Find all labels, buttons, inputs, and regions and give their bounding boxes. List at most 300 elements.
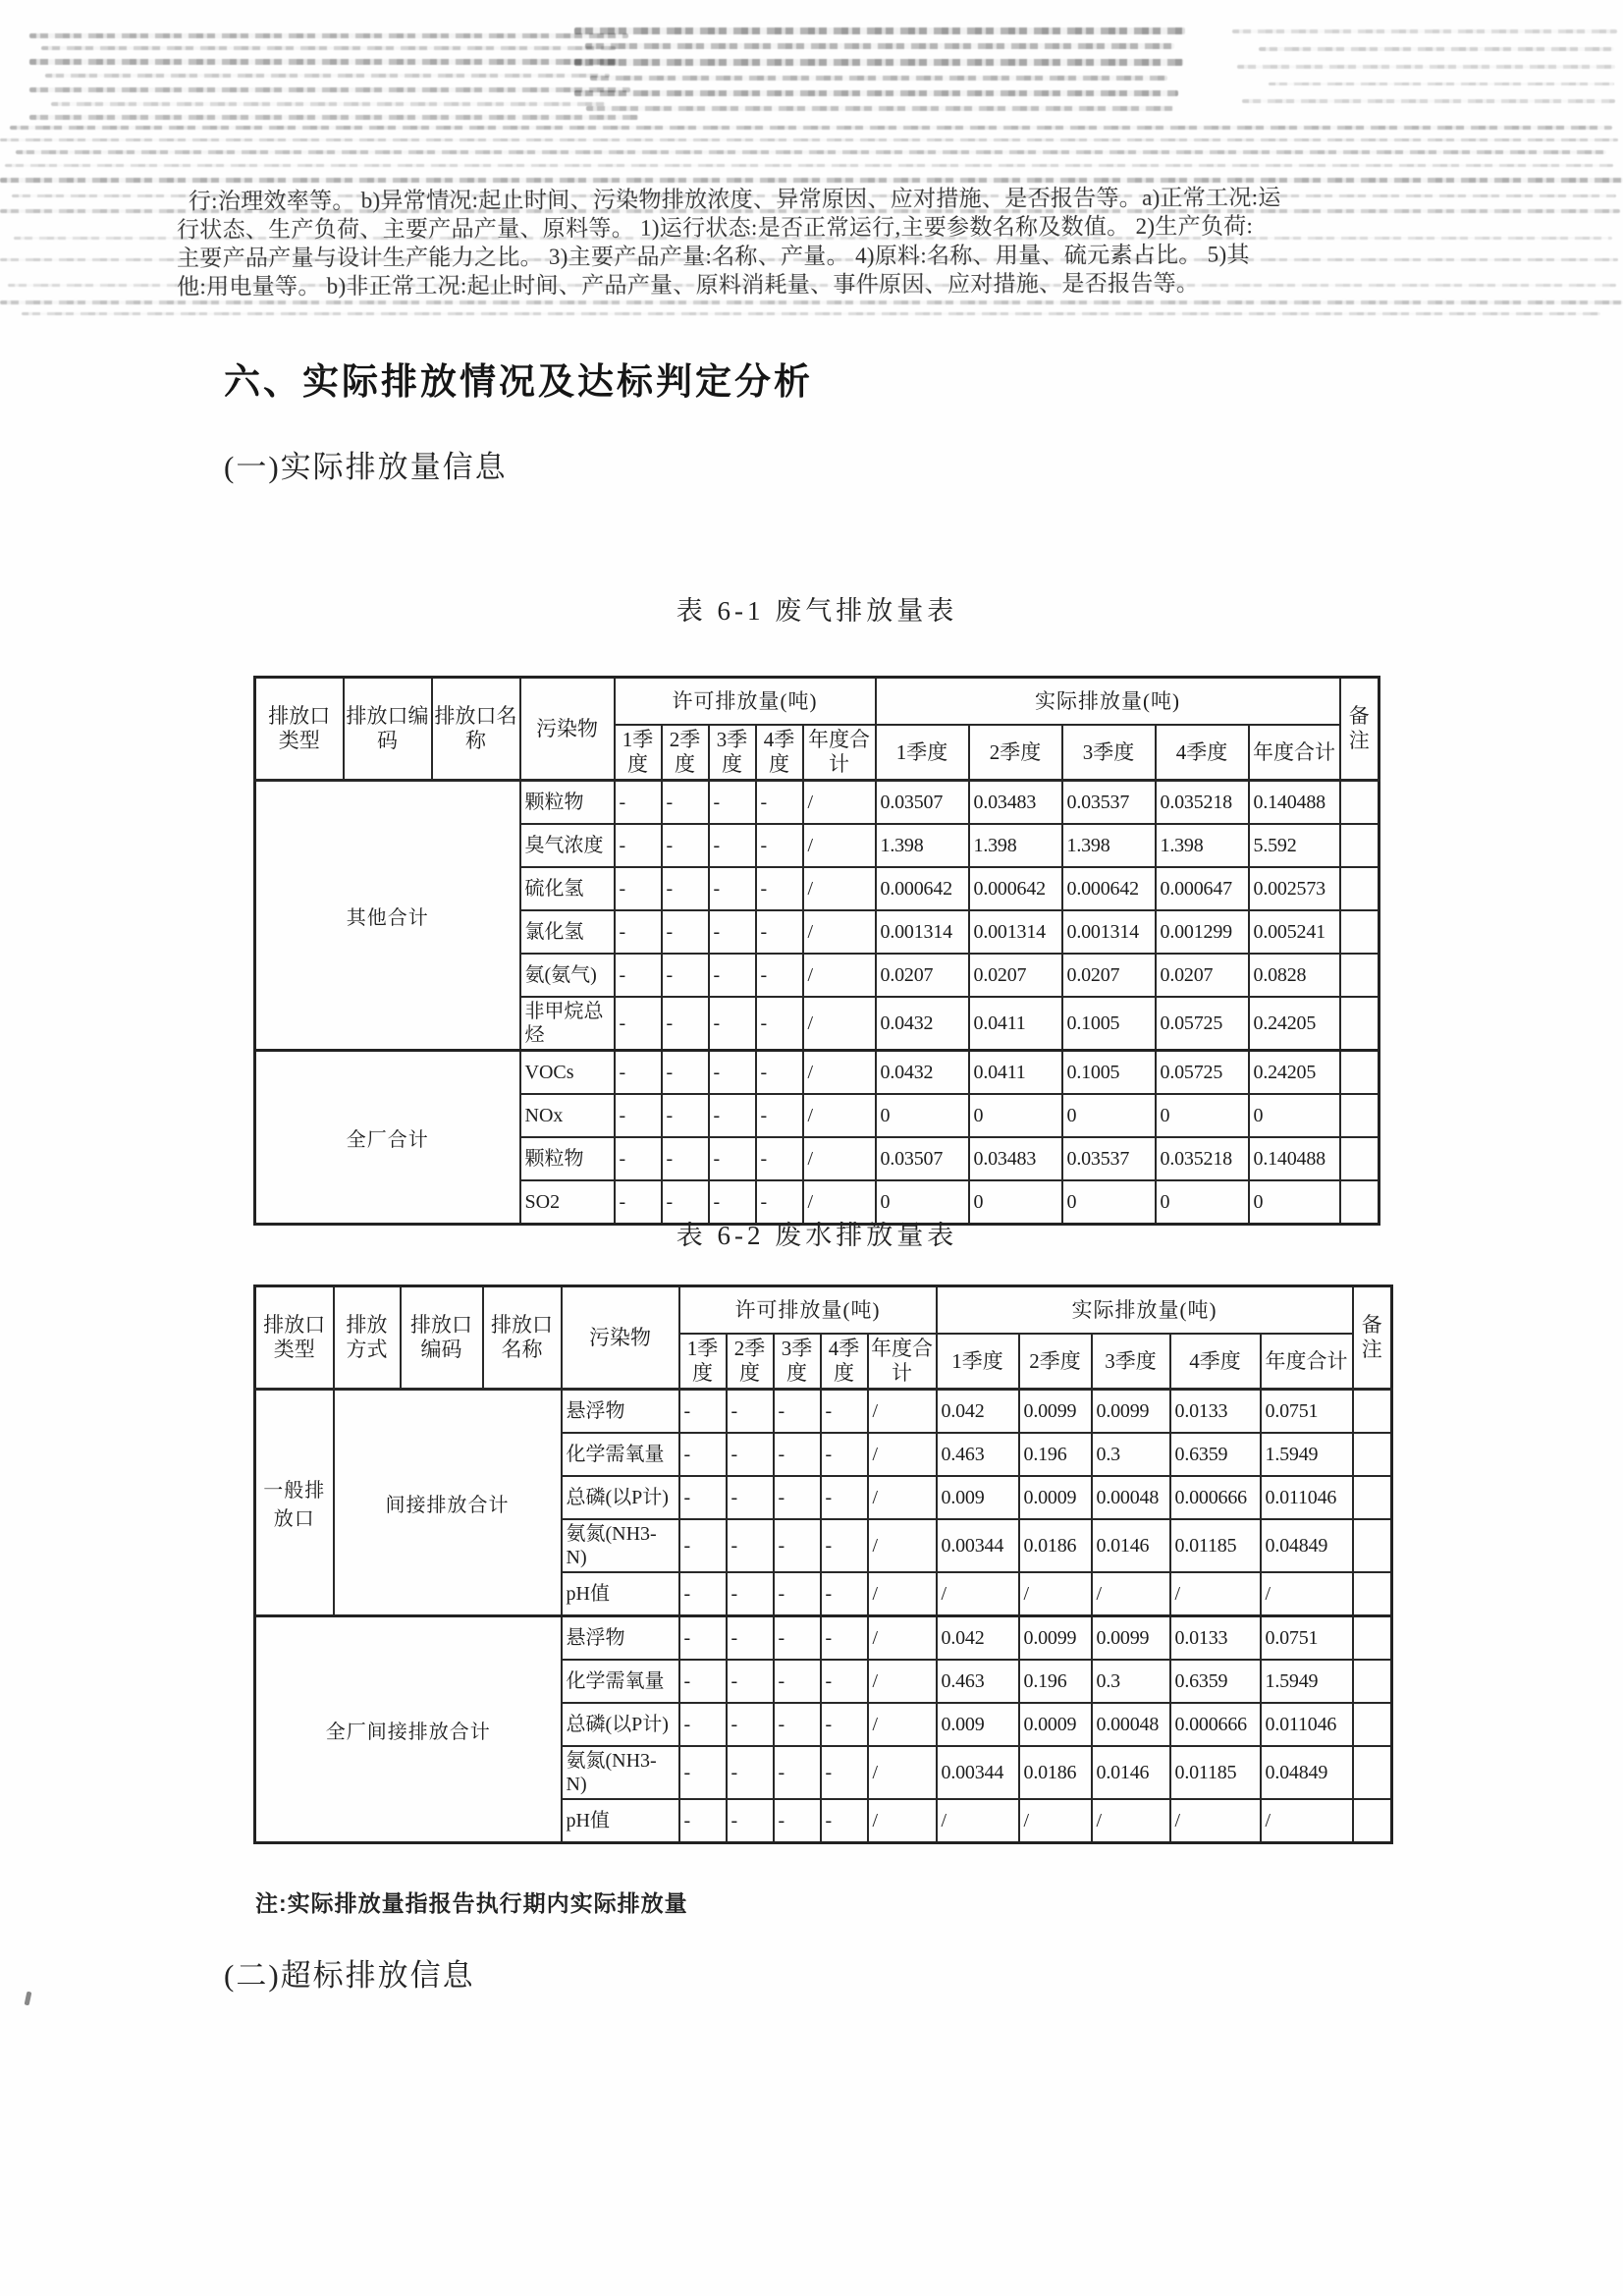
permitted-value-cell: - <box>709 910 756 954</box>
actual-value-cell: 1.398 <box>876 824 969 867</box>
actual-value-cell: 0.140488 <box>1249 1137 1340 1180</box>
remark-cell <box>1340 867 1380 910</box>
actual-value-cell: 0.011046 <box>1261 1476 1353 1519</box>
actual-value-cell: 0.0009 <box>1019 1703 1092 1746</box>
column-header: 排放口编码 <box>344 678 432 781</box>
column-header: 排放方式 <box>334 1286 401 1390</box>
actual-value-cell: 0.0828 <box>1249 954 1340 997</box>
scan-streak <box>1259 47 1614 51</box>
actual-value-cell: 0 <box>1249 1094 1340 1137</box>
scan-streak <box>1269 82 1614 85</box>
actual-value-cell: 0.463 <box>937 1660 1019 1703</box>
table-row <box>255 1051 1380 1095</box>
permitted-value-cell: - <box>756 867 803 910</box>
pollutant-cell: 非甲烷总烃 <box>520 997 615 1051</box>
actual-value-cell: / <box>1092 1799 1170 1843</box>
actual-value-cell: / <box>1170 1799 1261 1843</box>
permitted-value-cell: / <box>868 1390 937 1434</box>
permitted-value-cell: - <box>756 997 803 1051</box>
remark-cell <box>1353 1660 1392 1703</box>
column-subheader: 3季度 <box>1092 1334 1170 1390</box>
actual-value-cell: 0.000642 <box>876 867 969 910</box>
permitted-value-cell: - <box>615 1137 662 1180</box>
permitted-value-cell: - <box>709 867 756 910</box>
actual-value-cell: 0.0751 <box>1261 1390 1353 1434</box>
actual-value-cell: 0.24205 <box>1249 997 1340 1051</box>
actual-value-cell: 0.000666 <box>1170 1476 1261 1519</box>
actual-value-cell: 0.0432 <box>876 1051 969 1095</box>
actual-value-cell: 1.398 <box>969 824 1062 867</box>
permitted-value-cell: - <box>662 781 709 825</box>
actual-value-cell: 0 <box>1156 1094 1249 1137</box>
actual-value-cell: 0.1005 <box>1062 997 1156 1051</box>
actual-value-cell: 0.005241 <box>1249 910 1340 954</box>
permitted-value-cell: - <box>756 1051 803 1095</box>
actual-value-cell: 0.000666 <box>1170 1703 1261 1746</box>
pollutant-cell: 氨氮(NH3-N) <box>562 1519 679 1572</box>
actual-value-cell: 0.04849 <box>1261 1519 1353 1572</box>
actual-value-cell: 1.398 <box>1062 824 1156 867</box>
pollutant-cell: 化学需氧量 <box>562 1433 679 1476</box>
actual-value-cell: 0.011046 <box>1261 1703 1353 1746</box>
pollutant-cell: 悬浮物 <box>562 1616 679 1661</box>
remark-cell <box>1340 1137 1380 1180</box>
permitted-value-cell: - <box>727 1572 774 1616</box>
permitted-value-cell: - <box>727 1476 774 1519</box>
pollutant-cell: VOCs <box>520 1051 615 1095</box>
permitted-value-cell: - <box>774 1660 821 1703</box>
pollutant-cell: 化学需氧量 <box>562 1660 679 1703</box>
scan-streak <box>1232 29 1617 33</box>
actual-value-cell: 0.03507 <box>876 1137 969 1180</box>
column-subheader: 3季度 <box>709 725 756 781</box>
permitted-value-cell: - <box>709 954 756 997</box>
scan-streak <box>574 90 1178 96</box>
actual-value-cell: 0.03537 <box>1062 1137 1156 1180</box>
permitted-value-cell: / <box>803 867 876 910</box>
remark-cell <box>1340 781 1380 825</box>
permitted-value-cell: - <box>679 1616 727 1661</box>
permitted-value-cell: - <box>774 1519 821 1572</box>
remark-cell <box>1353 1476 1392 1519</box>
table2-title: 表 6-2 废水排放量表 <box>676 1221 958 1250</box>
column-subheader: 2季度 <box>969 725 1062 781</box>
permitted-value-cell: - <box>774 1390 821 1434</box>
actual-value-cell: 0.035218 <box>1156 781 1249 825</box>
permitted-value-cell: - <box>709 1180 756 1225</box>
permitted-value-cell: - <box>662 1137 709 1180</box>
actual-value-cell: / <box>1170 1572 1261 1616</box>
pollutant-cell: 总磷(以P计) <box>562 1476 679 1519</box>
permitted-value-cell: - <box>679 1703 727 1746</box>
scan-streak <box>51 102 606 106</box>
remark-cell <box>1353 1746 1392 1799</box>
scan-streak <box>0 301 1623 304</box>
permitted-value-cell: - <box>821 1476 868 1519</box>
group-label-cell: 全厂合计 <box>255 1051 520 1225</box>
scan-streak <box>29 115 638 120</box>
column-header: 排放口名称 <box>432 678 520 781</box>
permitted-value-cell: - <box>679 1476 727 1519</box>
scan-streak <box>1237 65 1615 69</box>
actual-value-cell: 0.03483 <box>969 1137 1062 1180</box>
permitted-value-cell: - <box>709 824 756 867</box>
actual-value-cell: 0.0133 <box>1170 1616 1261 1661</box>
permitted-value-cell: - <box>774 1572 821 1616</box>
column-subheader: 3季度 <box>1062 725 1156 781</box>
permitted-value-cell: - <box>709 1094 756 1137</box>
permitted-value-cell: - <box>615 867 662 910</box>
permitted-value-cell: - <box>821 1799 868 1843</box>
actual-value-cell: 0.0207 <box>1156 954 1249 997</box>
scan-streak <box>22 312 1600 315</box>
remark-cell <box>1353 1572 1392 1616</box>
permitted-value-cell: - <box>756 954 803 997</box>
group-label-cell: 全厂间接排放合计 <box>255 1616 562 1843</box>
actual-value-cell: 0.6359 <box>1170 1433 1261 1476</box>
permitted-value-cell: - <box>774 1616 821 1661</box>
actual-value-cell: 0.0099 <box>1019 1616 1092 1661</box>
actual-value-cell: 0.042 <box>937 1390 1019 1434</box>
remark-cell <box>1340 954 1380 997</box>
actual-value-cell: 0 <box>1062 1094 1156 1137</box>
permitted-value-cell: - <box>615 1094 662 1137</box>
column-subheader: 3季度 <box>774 1334 821 1390</box>
pollutant-cell: 悬浮物 <box>562 1390 679 1434</box>
column-group-header: 许可排放量(吨) <box>679 1286 937 1335</box>
group-label-cell: 一般排放口 <box>255 1390 334 1616</box>
actual-value-cell: 0.0207 <box>876 954 969 997</box>
pollutant-cell: pH值 <box>562 1799 679 1843</box>
permitted-value-cell: - <box>662 997 709 1051</box>
permitted-value-cell: - <box>774 1703 821 1746</box>
scan-streak <box>574 59 1183 66</box>
section-title: 六、实际排放情况及达标判定分析 <box>224 361 813 402</box>
column-group-header: 许可排放量(吨) <box>615 678 876 726</box>
permitted-value-cell: - <box>727 1519 774 1572</box>
actual-value-cell: 5.592 <box>1249 824 1340 867</box>
remark-cell <box>1340 1094 1380 1137</box>
actual-value-cell: 0.01185 <box>1170 1519 1261 1572</box>
actual-value-cell: 0 <box>876 1180 969 1225</box>
scan-streak <box>41 46 616 50</box>
permitted-value-cell: - <box>821 1616 868 1661</box>
group-label-cell: 其他合计 <box>255 781 520 1051</box>
permitted-value-cell: / <box>868 1433 937 1476</box>
permitted-value-cell: - <box>679 1799 727 1843</box>
permitted-value-cell: - <box>821 1746 868 1799</box>
permitted-value-cell: - <box>727 1746 774 1799</box>
actual-value-cell: 0.000647 <box>1156 867 1249 910</box>
actual-value-cell: 0.04849 <box>1261 1746 1353 1799</box>
permitted-value-cell: - <box>756 1180 803 1225</box>
permitted-value-cell: - <box>774 1799 821 1843</box>
permitted-value-cell: - <box>662 824 709 867</box>
permitted-value-cell: - <box>662 954 709 997</box>
remark-cell <box>1353 1390 1392 1434</box>
column-header: 排放口名称 <box>483 1286 562 1390</box>
column-subheader: 2季度 <box>1019 1334 1092 1390</box>
permitted-value-cell: / <box>868 1572 937 1616</box>
actual-value-cell: 0.000642 <box>1062 867 1156 910</box>
scan-streak <box>585 43 1174 49</box>
permitted-value-cell: / <box>803 1180 876 1225</box>
permitted-value-cell: / <box>868 1476 937 1519</box>
pollutant-cell: 氯化氢 <box>520 910 615 954</box>
permitted-value-cell: - <box>709 997 756 1051</box>
pollutant-cell: 总磷(以P计) <box>562 1703 679 1746</box>
scan-streak <box>590 76 1167 81</box>
column-subheader: 1季度 <box>615 725 662 781</box>
permitted-value-cell: - <box>679 1746 727 1799</box>
permitted-value-cell: / <box>803 1137 876 1180</box>
actual-value-cell: / <box>1092 1572 1170 1616</box>
actual-value-cell: 0.03483 <box>969 781 1062 825</box>
scan-streak <box>586 106 1173 111</box>
remark-cell <box>1353 1433 1392 1476</box>
table-note: 注:实际排放量指报告执行期内实际排放量 <box>255 1890 688 1916</box>
column-header: 污染物 <box>520 678 615 781</box>
pollutant-cell: SO2 <box>520 1180 615 1225</box>
remark-cell <box>1340 1051 1380 1095</box>
actual-value-cell: 0.0099 <box>1019 1390 1092 1434</box>
scan-speck <box>25 1992 32 2006</box>
permitted-value-cell: - <box>615 954 662 997</box>
actual-value-cell: 0.000642 <box>969 867 1062 910</box>
paragraph-line: 行状态、生产负荷、主要产品产量、原料等。 1)运行状态:是否正常运行,主要参数名称及数值。 2)生产负荷: <box>176 213 1254 243</box>
permitted-value-cell: - <box>821 1390 868 1434</box>
permitted-value-cell: - <box>756 910 803 954</box>
actual-value-cell: / <box>1019 1799 1092 1843</box>
actual-value-cell: 0.0751 <box>1261 1616 1353 1661</box>
actual-value-cell: 0 <box>969 1180 1062 1225</box>
actual-value-cell: 0.3 <box>1092 1660 1170 1703</box>
actual-value-cell: 0.05725 <box>1156 1051 1249 1095</box>
actual-value-cell: 0 <box>876 1094 969 1137</box>
remark-cell <box>1353 1616 1392 1661</box>
pollutant-cell: NOx <box>520 1094 615 1137</box>
actual-value-cell: / <box>937 1799 1019 1843</box>
permitted-value-cell: - <box>615 1051 662 1095</box>
column-subheader: 4季度 <box>756 725 803 781</box>
permitted-value-cell: - <box>615 1180 662 1225</box>
actual-value-cell: 0.0099 <box>1092 1390 1170 1434</box>
remark-cell <box>1340 824 1380 867</box>
permitted-value-cell: - <box>774 1476 821 1519</box>
actual-value-cell: 0 <box>969 1094 1062 1137</box>
actual-value-cell: 0.0207 <box>969 954 1062 997</box>
actual-value-cell: 0.0146 <box>1092 1519 1170 1572</box>
permitted-value-cell: - <box>615 781 662 825</box>
remark-cell <box>1340 997 1380 1051</box>
actual-value-cell: 0.035218 <box>1156 1137 1249 1180</box>
table-row <box>255 1616 1392 1661</box>
permitted-value-cell: - <box>727 1660 774 1703</box>
actual-value-cell: 0.0411 <box>969 1051 1062 1095</box>
actual-value-cell: 0.6359 <box>1170 1660 1261 1703</box>
permitted-value-cell: / <box>868 1660 937 1703</box>
pollutant-cell: 氨氮(NH3-N) <box>562 1746 679 1799</box>
column-group-header: 实际排放量(吨) <box>937 1286 1353 1335</box>
pollutant-cell: 臭气浓度 <box>520 824 615 867</box>
table-row <box>255 1390 1392 1434</box>
actual-value-cell: 0.0146 <box>1092 1746 1170 1799</box>
scan-streak <box>29 87 630 92</box>
actual-value-cell: 0.0099 <box>1092 1616 1170 1661</box>
permitted-value-cell: - <box>774 1433 821 1476</box>
scan-streak <box>29 33 628 38</box>
actual-value-cell: 0.01185 <box>1170 1746 1261 1799</box>
actual-value-cell: 0 <box>1156 1180 1249 1225</box>
column-subheader: 1季度 <box>679 1334 727 1390</box>
column-header: 污染物 <box>562 1286 679 1390</box>
permitted-value-cell: - <box>709 1137 756 1180</box>
permitted-value-cell: - <box>615 997 662 1051</box>
column-header: 排放口编码 <box>401 1286 483 1390</box>
permitted-value-cell: - <box>679 1390 727 1434</box>
actual-value-cell: 0.0432 <box>876 997 969 1051</box>
actual-value-cell: 0.03537 <box>1062 781 1156 825</box>
actual-value-cell: 0.0411 <box>969 997 1062 1051</box>
paragraph-line: 主要产品产量与设计生产能力之比。 3)主要产品产量:名称、产量。 4)原料:名称、用量、硫元素占比。 5)其 <box>177 242 1250 271</box>
actual-value-cell: 0.140488 <box>1249 781 1340 825</box>
permitted-value-cell: - <box>727 1390 774 1434</box>
permitted-value-cell: - <box>727 1433 774 1476</box>
wastewater-emission-table <box>253 1285 1393 1844</box>
permitted-value-cell: - <box>821 1433 868 1476</box>
actual-value-cell: 0.1005 <box>1062 1051 1156 1095</box>
permitted-value-cell: - <box>821 1703 868 1746</box>
column-subheader: 2季度 <box>662 725 709 781</box>
actual-value-cell: 0.00344 <box>937 1519 1019 1572</box>
permitted-value-cell: / <box>803 1094 876 1137</box>
actual-value-cell: 0.009 <box>937 1476 1019 1519</box>
actual-value-cell: 0 <box>1062 1180 1156 1225</box>
actual-value-cell: 1.398 <box>1156 824 1249 867</box>
permitted-value-cell: - <box>727 1799 774 1843</box>
pollutant-cell: 颗粒物 <box>520 1137 615 1180</box>
column-subheader: 年度合计 <box>1249 725 1340 781</box>
permitted-value-cell: - <box>727 1703 774 1746</box>
subsection-title-actual-emissions: (一)实际排放量信息 <box>224 450 508 484</box>
pollutant-cell: pH值 <box>562 1572 679 1616</box>
column-header-remark: 备注 <box>1340 678 1380 781</box>
column-subheader: 4季度 <box>1170 1334 1261 1390</box>
actual-value-cell: 0.002573 <box>1249 867 1340 910</box>
pollutant-cell: 硫化氢 <box>520 867 615 910</box>
actual-value-cell: 0.001314 <box>1062 910 1156 954</box>
actual-value-cell: 0 <box>1249 1180 1340 1225</box>
permitted-value-cell: / <box>803 781 876 825</box>
actual-value-cell: 0.001299 <box>1156 910 1249 954</box>
permitted-value-cell: - <box>615 824 662 867</box>
actual-value-cell: / <box>1261 1799 1353 1843</box>
permitted-value-cell: - <box>821 1660 868 1703</box>
permitted-value-cell: / <box>803 997 876 1051</box>
permitted-value-cell: - <box>774 1746 821 1799</box>
actual-value-cell: 0.0186 <box>1019 1519 1092 1572</box>
scan-streak <box>574 27 1185 34</box>
actual-value-cell: 0.0207 <box>1062 954 1156 997</box>
remark-cell <box>1353 1703 1392 1746</box>
actual-value-cell: 1.5949 <box>1261 1660 1353 1703</box>
permitted-value-cell: - <box>662 1094 709 1137</box>
permitted-value-cell: - <box>756 1137 803 1180</box>
remark-cell <box>1353 1519 1392 1572</box>
permitted-value-cell: / <box>803 954 876 997</box>
actual-value-cell: 0.05725 <box>1156 997 1249 1051</box>
actual-value-cell: 0.0009 <box>1019 1476 1092 1519</box>
actual-value-cell: 0.001314 <box>876 910 969 954</box>
paragraph-line: 行:治理效率等。 b)异常情况:起止时间、污染物排放浓度、异常原因、应对措施、是否报告等。a)正常工况:运 <box>188 185 1281 214</box>
column-subheader: 年度合计 <box>1261 1334 1353 1390</box>
actual-value-cell: 0.00048 <box>1092 1476 1170 1519</box>
group-label-cell: 间接排放合计 <box>334 1390 562 1616</box>
permitted-value-cell: - <box>679 1572 727 1616</box>
actual-value-cell: / <box>937 1572 1019 1616</box>
permitted-value-cell: - <box>662 867 709 910</box>
permitted-value-cell: - <box>679 1433 727 1476</box>
scan-streak <box>29 59 619 65</box>
actual-value-cell: 0.196 <box>1019 1433 1092 1476</box>
column-subheader: 4季度 <box>821 1334 868 1390</box>
permitted-value-cell: - <box>756 1094 803 1137</box>
actual-value-cell: 0.001314 <box>969 910 1062 954</box>
scan-streak <box>16 150 1606 154</box>
actual-value-cell: 0.196 <box>1019 1660 1092 1703</box>
scan-streak <box>10 126 1612 130</box>
column-subheader: 1季度 <box>937 1334 1019 1390</box>
actual-value-cell: 0.24205 <box>1249 1051 1340 1095</box>
permitted-value-cell: - <box>662 1180 709 1225</box>
scan-streak <box>5 164 1613 167</box>
table1-title: 表 6-1 废气排放量表 <box>676 596 958 626</box>
permitted-value-cell: / <box>868 1799 937 1843</box>
permitted-value-cell: / <box>803 824 876 867</box>
pollutant-cell: 氨(氨气) <box>520 954 615 997</box>
column-subheader: 年度合计 <box>868 1334 937 1390</box>
column-subheader: 2季度 <box>727 1334 774 1390</box>
permitted-value-cell: - <box>756 824 803 867</box>
actual-value-cell: 0.3 <box>1092 1433 1170 1476</box>
permitted-value-cell: - <box>615 910 662 954</box>
scan-streak <box>0 138 1618 141</box>
actual-value-cell: / <box>1261 1572 1353 1616</box>
permitted-value-cell: - <box>709 1051 756 1095</box>
column-header: 排放口类型 <box>255 1286 334 1390</box>
column-subheader: 年度合计 <box>803 725 876 781</box>
permitted-value-cell: - <box>821 1572 868 1616</box>
permitted-value-cell: - <box>756 781 803 825</box>
permitted-value-cell: - <box>679 1660 727 1703</box>
permitted-value-cell: - <box>662 910 709 954</box>
actual-value-cell: 0.0133 <box>1170 1390 1261 1434</box>
permitted-value-cell: / <box>868 1616 937 1661</box>
column-group-header: 实际排放量(吨) <box>876 678 1340 726</box>
permitted-value-cell: / <box>803 910 876 954</box>
column-header: 排放口类型 <box>255 678 344 781</box>
permitted-value-cell: - <box>727 1616 774 1661</box>
permitted-value-cell: - <box>662 1051 709 1095</box>
actual-value-cell: 0.00048 <box>1092 1703 1170 1746</box>
permitted-value-cell: - <box>709 781 756 825</box>
top-paragraph <box>177 183 1492 301</box>
actual-value-cell: 1.5949 <box>1261 1433 1353 1476</box>
gas-emission-table <box>253 676 1380 1226</box>
permitted-value-cell: / <box>868 1519 937 1572</box>
actual-value-cell: / <box>1019 1572 1092 1616</box>
table-row <box>255 781 1380 825</box>
